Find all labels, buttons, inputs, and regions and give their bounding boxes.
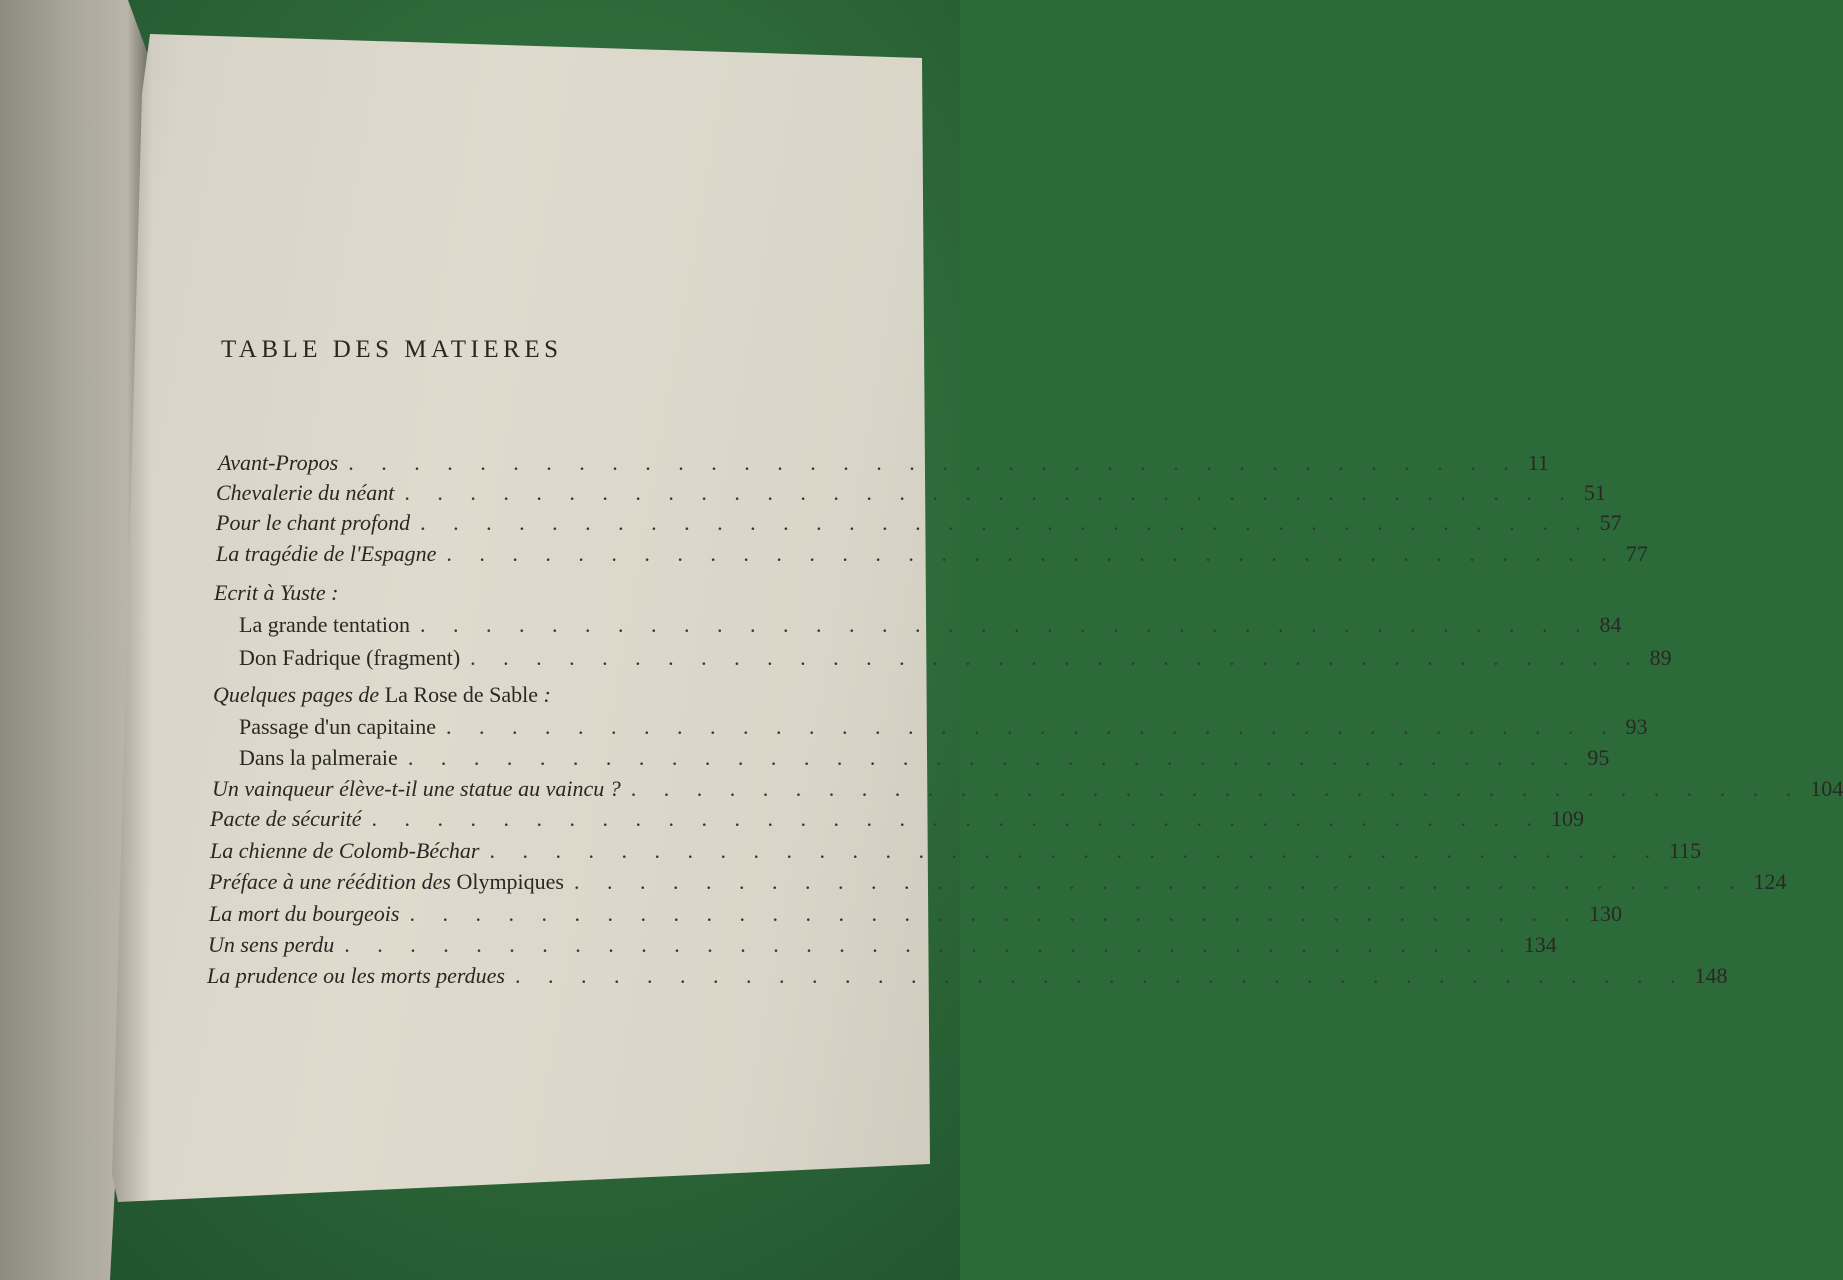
toc-section-heading: Ecrit à Yuste : xyxy=(214,580,339,605)
toc-entry-page: 11 xyxy=(1527,450,1549,475)
toc-entry-label-text: Préface à une réédition des xyxy=(209,869,457,894)
toc-leader: . . . . . . . . . . . . . . . . . . . . . . . . . . . . . . . . . . . . xyxy=(409,901,1581,926)
toc-leader: . . . . . . . . . . . . . . . . . . . . . . . . . . . . . . . . . . . . xyxy=(470,645,1642,670)
toc-leader: . . . . . . . . . . . . . . . . . . . . . . . . . . . . . . . . . . . . xyxy=(446,714,1618,739)
toc-entry-page: 130 xyxy=(1588,901,1622,926)
toc-leader: . . . . . . . . . . . . . . . . . . . . . . . . . . . . . . . . . . . . xyxy=(630,776,1803,801)
page-title: TABLE DES MATIERES xyxy=(221,336,563,363)
toc-leader: . . . . . . . . . . . . . . . . . . . . . . . . . . . . . . . . . . . . xyxy=(344,932,1516,957)
toc-section-heading xyxy=(213,682,551,708)
toc-leader: . . . . . . . . . . . . . . . . . . . . . . . . . . . . . . . . . . . . xyxy=(420,510,1592,535)
toc-leader: . . . . . . . . . . . . . . . . . . . . . . . . . . . . . . . . . . . . xyxy=(446,541,1618,566)
toc-entry-page: 115 xyxy=(1668,838,1702,863)
toc-entry xyxy=(239,714,1648,740)
toc-entry xyxy=(208,932,1557,958)
book-title: Olympiques xyxy=(456,869,564,894)
toc-entry xyxy=(209,869,1787,895)
toc-entry xyxy=(212,776,1843,802)
toc-entry xyxy=(210,838,1702,864)
toc-entry xyxy=(216,480,1606,506)
toc-entry xyxy=(216,541,1648,567)
toc-entry xyxy=(218,450,1549,476)
toc-leader: . . . . . . . . . . . . . . . . . . . . . . . . . . . . . . . . . . . . xyxy=(404,480,1576,505)
toc-entry xyxy=(239,645,1672,671)
section-heading-colon: : xyxy=(538,682,551,707)
toc-entry-label: Un vainqueur élève-t-il une statue au vaincu ? xyxy=(212,776,621,801)
toc-entry-page: 124 xyxy=(1753,869,1787,894)
toc-leader: . . . . . . . . . . . . . . . . . . . . . . . . . . . . . . . . . . . . xyxy=(489,838,1661,863)
toc-entry-label: Don Fadrique (fragment) xyxy=(239,645,461,670)
toc-entry-label: La prudence ou les morts perdues xyxy=(207,963,505,988)
toc-entry-label: La tragédie de l'Espagne xyxy=(216,541,437,566)
toc-entry-label: Passage d'un capitaine xyxy=(239,714,437,739)
book-title: La Rose de Sable xyxy=(384,682,539,707)
toc-entry-label: Chevalerie du néant xyxy=(216,480,395,505)
toc-leader: . . . . . . . . . . . . . . . . . . . . . . . . . . . . . . . . . . . . xyxy=(371,806,1543,831)
toc-entry-page: 89 xyxy=(1649,645,1672,670)
toc-entry xyxy=(239,612,1622,638)
section-heading-text: Quelques pages de xyxy=(213,682,385,707)
toc-leader: . . . . . . . . . . . . . . . . . . . . . . . . . . . . . . . . . . . . xyxy=(407,745,1580,770)
toc-entry-page: 84 xyxy=(1599,612,1622,637)
toc-entry xyxy=(209,901,1622,927)
toc-entry-label: Pour le chant profond xyxy=(216,510,411,535)
toc-entry-page: 134 xyxy=(1523,932,1557,957)
toc-entry xyxy=(207,963,1728,989)
toc-entry-page: 51 xyxy=(1583,480,1606,505)
toc-entry xyxy=(210,806,1584,832)
toc-entry-label: Avant-Propos xyxy=(218,450,339,475)
toc-leader: . . . . . . . . . . . . . . . . . . . . . . . . . . . . . . . . . . . . xyxy=(348,450,1520,475)
toc-entry-label: Pacte de sécurité xyxy=(210,806,362,831)
toc-entry-label: La mort du bourgeois xyxy=(209,901,400,926)
toc-entry-page: 104 xyxy=(1810,776,1843,801)
toc-leader: . . . . . . . . . . . . . . . . . . . . . . . . . . . . . . . . . . . . xyxy=(420,612,1592,637)
toc-entry-page: 57 xyxy=(1599,510,1622,535)
toc-entry-label xyxy=(209,869,564,895)
toc-entry xyxy=(216,510,1622,536)
toc-entry-label: La grande tentation xyxy=(239,612,411,637)
toc-entry-page: 148 xyxy=(1694,963,1728,988)
toc-entry-label: Dans la palmeraie xyxy=(239,745,398,770)
toc-entry-label: Un sens perdu xyxy=(208,932,335,957)
toc-entry xyxy=(239,745,1610,771)
toc-entry-label: La chienne de Colomb-Béchar xyxy=(210,838,480,863)
toc-leader: . . . . . . . . . . . . . . . . . . . . . . . . . . . . . . . . . . . . xyxy=(515,963,1687,988)
toc-entry-page: 93 xyxy=(1625,714,1648,739)
toc-entry-page: 77 xyxy=(1625,541,1648,566)
toc-leader: . . . . . . . . . . . . . . . . . . . . . . . . . . . . . . . . . . . . xyxy=(574,869,1746,894)
toc-entry-page: 95 xyxy=(1587,745,1610,770)
toc-entry-page: 109 xyxy=(1551,806,1584,831)
